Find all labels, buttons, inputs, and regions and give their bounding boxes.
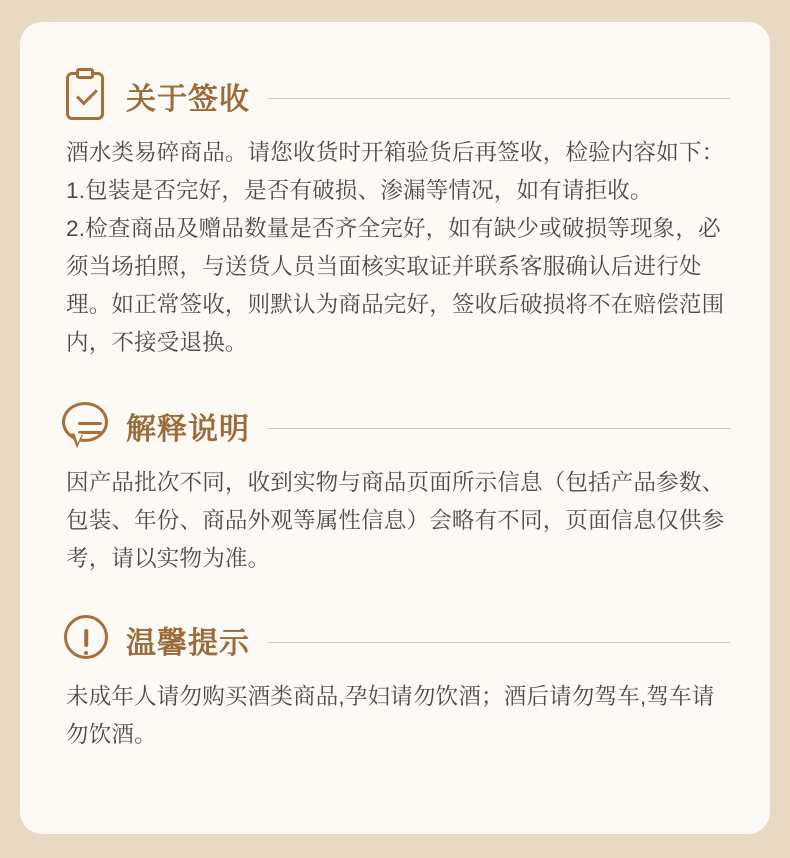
section-explanation <box>60 394 730 578</box>
section-title: 解释说明 <box>126 413 250 446</box>
spacer <box>60 368 730 394</box>
section-header <box>60 64 730 128</box>
section-body <box>60 134 730 362</box>
section-warning <box>60 608 730 754</box>
section-divider <box>268 98 730 99</box>
spacer <box>60 584 730 608</box>
exclamation-circle-icon <box>60 612 112 668</box>
section-header <box>60 394 730 458</box>
section-title: 关于签收 <box>126 83 250 116</box>
info-card <box>20 22 770 834</box>
section-body <box>60 464 730 578</box>
paragraph: 因产品批次不同，收到实物与商品页面所示信息（包括产品参数、包装、年份、商品外观等属性信息）会略有不同，页面信息仅供参考，请以实物为准。 <box>66 470 725 571</box>
section-header <box>60 608 730 672</box>
clipboard-check-icon <box>60 68 112 124</box>
paragraph: 2.检查商品及赠品数量是否齐全完好，如有缺少或破损等现象，必须当场拍照，与送货人员当面核实取证并联系客服确认后进行处理。如正常签收，则默认为商品完好，签收后破损将不在赔偿范围内，不接受退换。 <box>66 216 725 355</box>
section-divider <box>268 428 730 429</box>
paragraph: 未成年人请勿购买酒类商品,孕妇请勿饮酒；酒后请勿驾车,驾车请勿饮酒。 <box>66 684 715 747</box>
section-signing <box>60 64 730 362</box>
paragraph: 1.包装是否完好，是否有破损、渗漏等情况，如有请拒收。 <box>66 178 653 203</box>
section-title: 温馨提示 <box>126 627 250 660</box>
section-body <box>60 678 730 754</box>
speech-bubble-icon <box>60 398 112 454</box>
paragraph: 酒水类易碎商品。请您收货时开箱验货后再签收，检验内容如下： <box>66 140 725 165</box>
section-divider <box>268 642 730 643</box>
